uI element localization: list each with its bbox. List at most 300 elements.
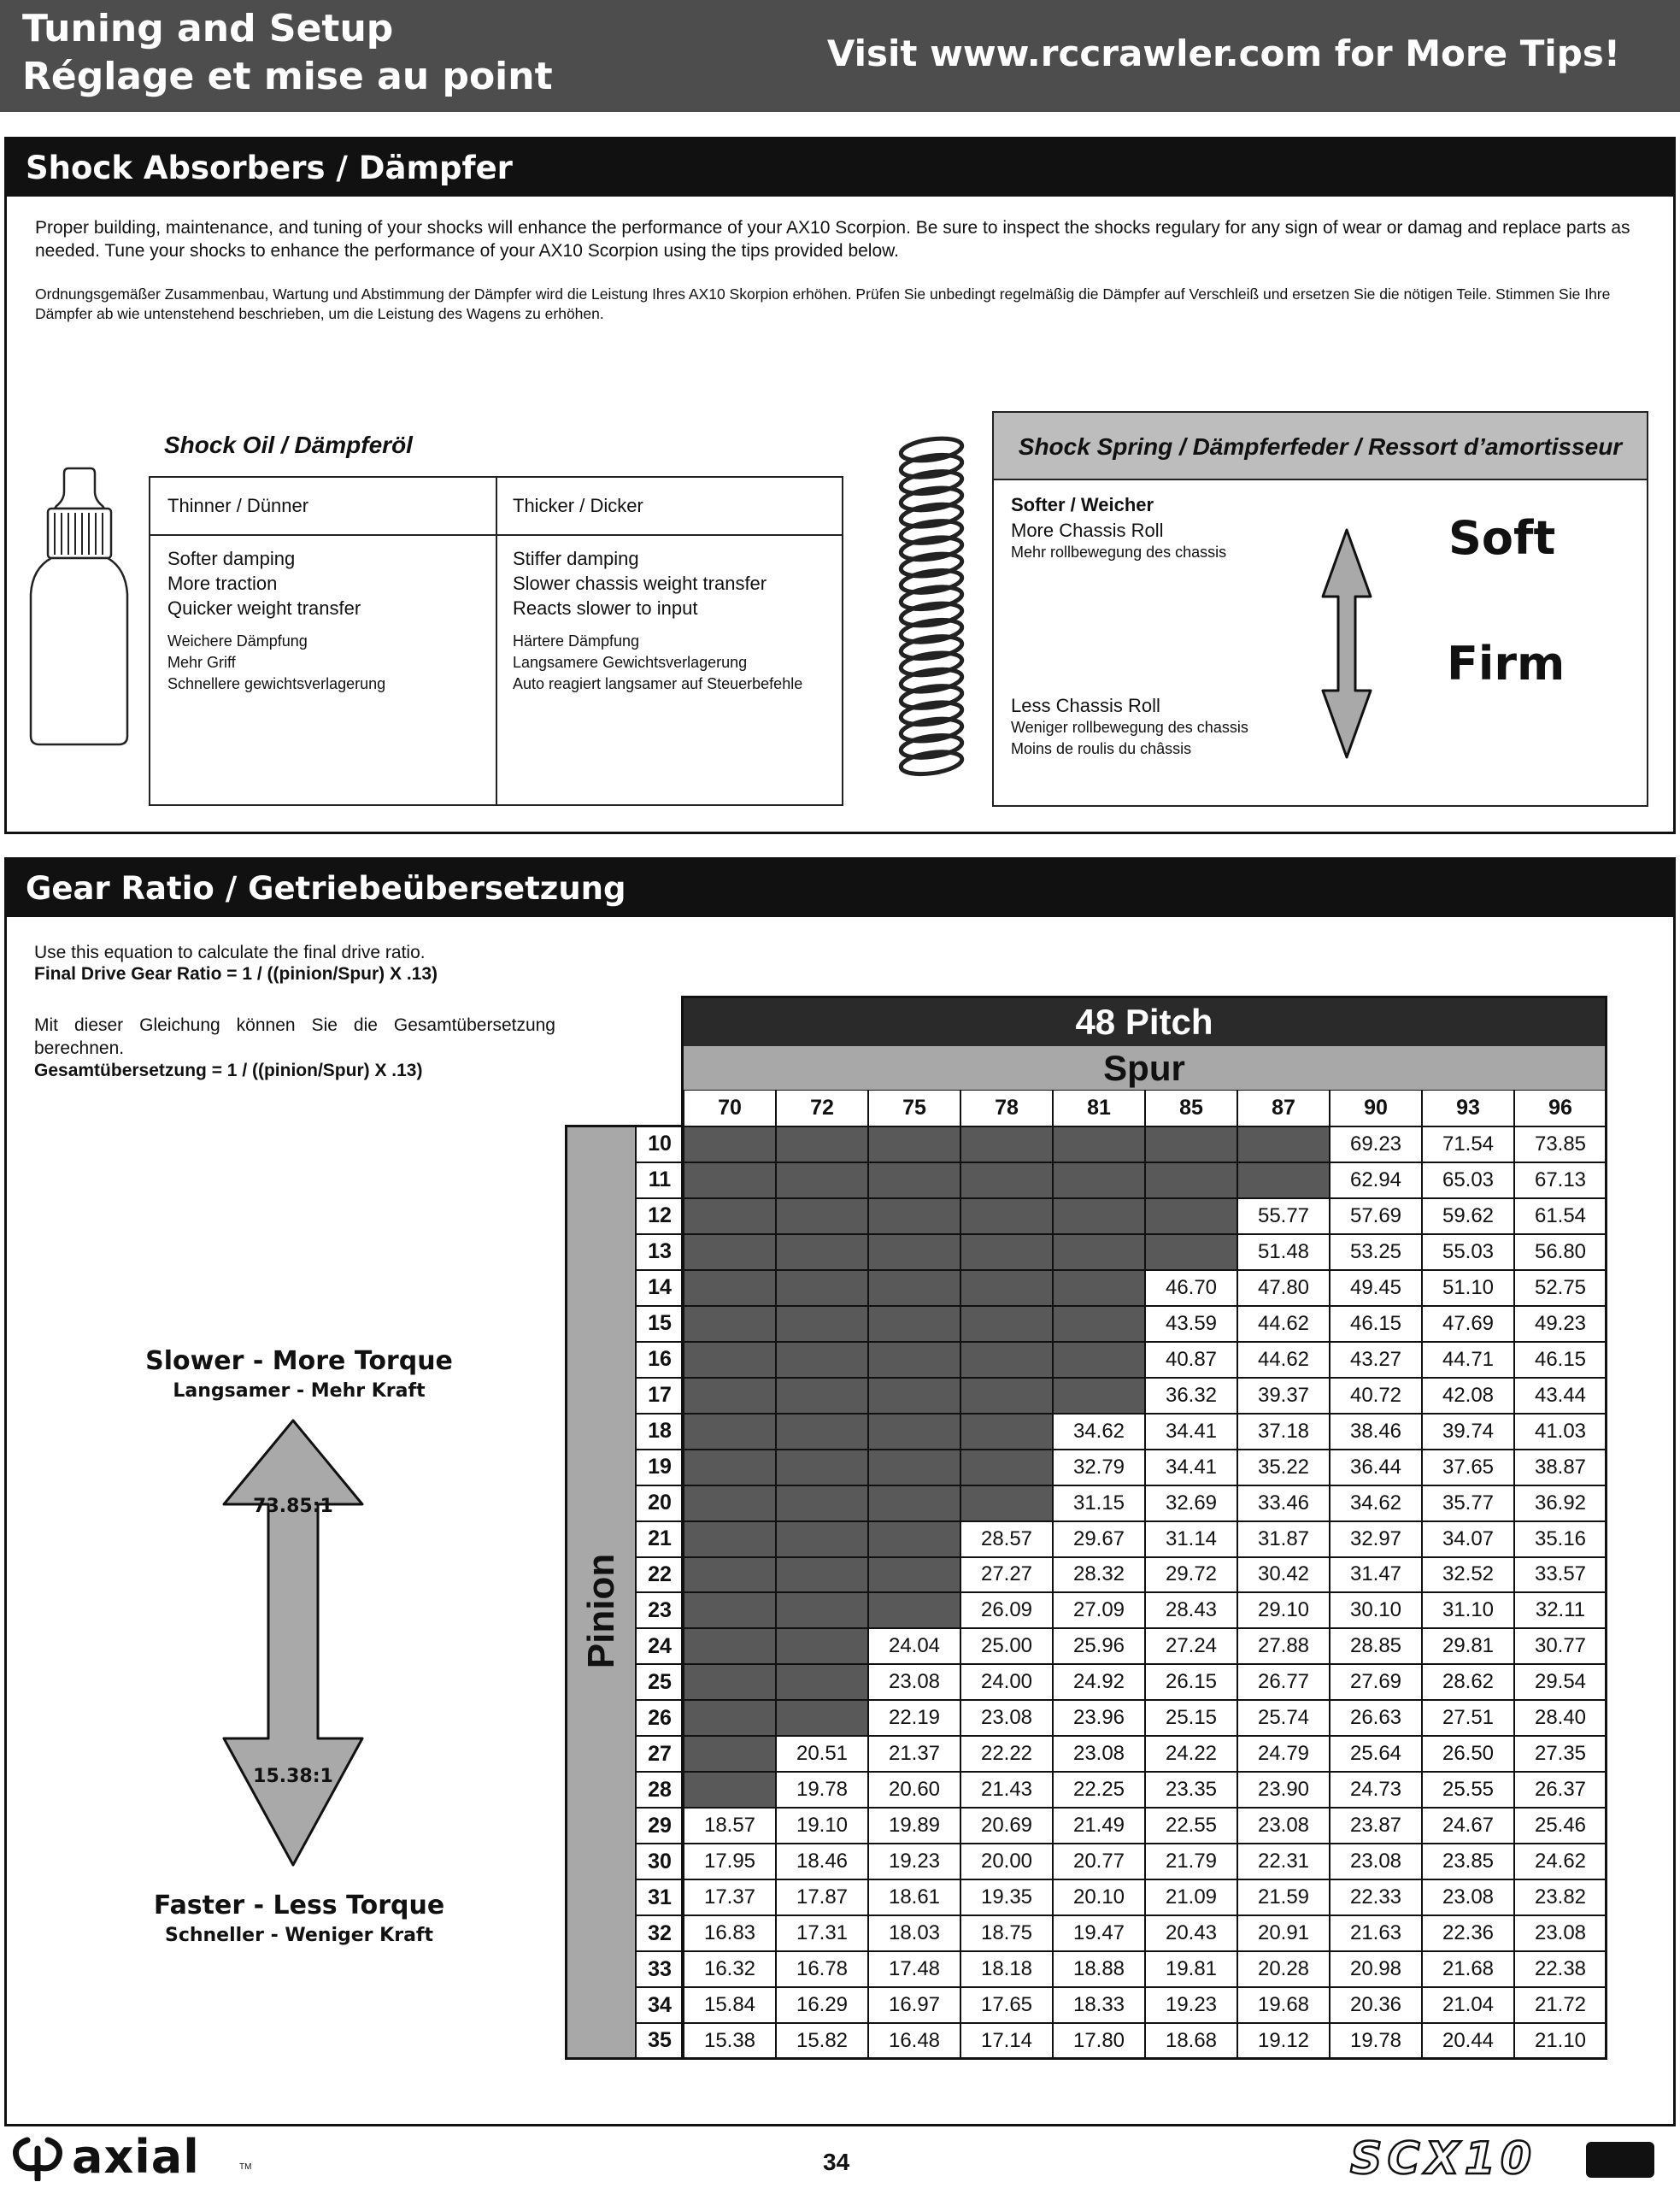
axial-tm: TM bbox=[239, 2162, 252, 2172]
ratio-cell: 25.15 bbox=[1145, 1700, 1237, 1736]
oil-thicker-head: Thicker / Dicker bbox=[513, 495, 643, 516]
blank-cell bbox=[1053, 1270, 1145, 1306]
pinion-cell: 31 bbox=[636, 1879, 684, 1915]
ratio-cell: 40.72 bbox=[1330, 1378, 1422, 1414]
ratio-cell: 22.31 bbox=[1237, 1844, 1330, 1879]
ratio-cell: 19.81 bbox=[1145, 1951, 1237, 1987]
ratio-cell: 69.23 bbox=[1330, 1126, 1422, 1162]
blank-cell bbox=[684, 1234, 776, 1270]
ratio-cell: 20.69 bbox=[960, 1808, 1053, 1844]
ratio-cell: 51.10 bbox=[1422, 1270, 1514, 1306]
spur-header-cell: 93 bbox=[1422, 1090, 1514, 1126]
blank-cell bbox=[868, 1414, 960, 1450]
pinion-cell: 33 bbox=[636, 1951, 684, 1987]
blank-cell bbox=[1053, 1378, 1145, 1414]
pinion-cell: 20 bbox=[636, 1485, 684, 1521]
ratio-cell: 21.37 bbox=[868, 1736, 960, 1772]
ratio-cell: 18.61 bbox=[868, 1879, 960, 1915]
ratio-cell: 36.44 bbox=[1330, 1450, 1422, 1485]
ratio-cell: 25.96 bbox=[1053, 1628, 1145, 1664]
blank-cell bbox=[960, 1198, 1053, 1234]
blank-cell bbox=[960, 1378, 1053, 1414]
blank-cell bbox=[868, 1342, 960, 1378]
blank-cell bbox=[960, 1414, 1053, 1450]
ratio-cell: 41.03 bbox=[1514, 1414, 1607, 1450]
ratio-cell: 23.08 bbox=[1053, 1736, 1145, 1772]
ratio-cell: 17.80 bbox=[1053, 2023, 1145, 2059]
gear-intro-en: Use this equation to calculate the final drive ratio. bbox=[34, 943, 426, 962]
blank-cell bbox=[776, 1664, 868, 1700]
ratio-cell: 18.68 bbox=[1145, 2023, 1237, 2059]
pinion-cell: 11 bbox=[636, 1162, 684, 1198]
pinion-cell: 35 bbox=[636, 2023, 684, 2059]
ratio-cell: 20.00 bbox=[960, 1844, 1053, 1879]
blank-cell bbox=[776, 1378, 868, 1414]
ratio-cell: 21.79 bbox=[1145, 1844, 1237, 1879]
ratio-cell: 19.47 bbox=[1053, 1915, 1145, 1951]
table-pinion-label: Pinion bbox=[580, 1553, 622, 1669]
blank-cell bbox=[776, 1306, 868, 1342]
slower-torque-label-de: Langsamer - Mehr Kraft bbox=[173, 1380, 426, 1402]
blank-cell bbox=[960, 1306, 1053, 1342]
ratio-cell: 27.09 bbox=[1053, 1592, 1145, 1628]
ratio-cell: 29.54 bbox=[1514, 1664, 1607, 1700]
ratio-cell: 44.71 bbox=[1422, 1342, 1514, 1378]
ratio-cell: 17.95 bbox=[684, 1844, 776, 1879]
ratio-cell: 27.88 bbox=[1237, 1628, 1330, 1664]
ratio-cell: 27.51 bbox=[1422, 1700, 1514, 1736]
oil-thinner-line: Quicker weight transfer bbox=[167, 597, 361, 619]
spur-header-cell: 90 bbox=[1330, 1090, 1422, 1126]
ratio-cell: 49.23 bbox=[1514, 1306, 1607, 1342]
ratio-cell: 32.79 bbox=[1053, 1450, 1145, 1485]
ratio-cell: 31.47 bbox=[1330, 1557, 1422, 1593]
ratio-cell: 23.08 bbox=[1514, 1915, 1607, 1951]
ratio-cell: 27.27 bbox=[960, 1557, 1053, 1593]
blank-cell bbox=[1145, 1198, 1237, 1234]
blank-cell bbox=[684, 1198, 776, 1234]
ratio-cell: 29.81 bbox=[1422, 1628, 1514, 1664]
ratio-cell: 16.83 bbox=[684, 1915, 776, 1951]
ratio-cell: 38.46 bbox=[1330, 1414, 1422, 1450]
pinion-cell: 21 bbox=[636, 1521, 684, 1557]
ratio-cell: 20.60 bbox=[868, 1772, 960, 1808]
spur-header-cell: 75 bbox=[868, 1090, 960, 1126]
ratio-cell: 18.03 bbox=[868, 1915, 960, 1951]
ratio-cell: 21.10 bbox=[1514, 2023, 1607, 2059]
blank-cell bbox=[868, 1378, 960, 1414]
blank-cell bbox=[684, 1306, 776, 1342]
spur-header-cell: 87 bbox=[1237, 1090, 1330, 1126]
blank-cell bbox=[868, 1485, 960, 1521]
blank-cell bbox=[960, 1485, 1053, 1521]
ratio-cell: 20.36 bbox=[1330, 1987, 1422, 2023]
oil-thicker-line: Reacts slower to input bbox=[513, 597, 698, 619]
spur-header-cell: 70 bbox=[684, 1090, 776, 1126]
ratio-max-label: 73.85:1 bbox=[253, 1496, 333, 1517]
spring-soft-word: Soft bbox=[1448, 511, 1556, 565]
ratio-cell: 22.33 bbox=[1330, 1879, 1422, 1915]
ratio-cell: 30.77 bbox=[1514, 1628, 1607, 1664]
blank-cell bbox=[868, 1592, 960, 1628]
pinion-cell: 29 bbox=[636, 1808, 684, 1844]
ratio-cell: 23.08 bbox=[868, 1664, 960, 1700]
ratio-cell: 22.38 bbox=[1514, 1951, 1607, 1987]
blank-cell bbox=[868, 1234, 960, 1270]
spring-softer-label: Softer / Weicher bbox=[1011, 494, 1154, 515]
ratio-cell: 37.18 bbox=[1237, 1414, 1330, 1450]
ratio-cell: 17.87 bbox=[776, 1879, 868, 1915]
ratio-cell: 18.33 bbox=[1053, 1987, 1145, 2023]
ratio-cell: 21.09 bbox=[1145, 1879, 1237, 1915]
shock-intro-en: Proper building, maintenance, and tuning of your shocks will enhance the performance of your AX10 Scorpion. Be sure to inspect the shocks regulary for any sign of wear or damag and replace parts as needed. Tune your shocks to enhance the performance of your AX10 Scorpion using the tips provided below. bbox=[35, 218, 1630, 261]
header-tip-link[interactable]: Visit www.rccrawler.com for More Tips! bbox=[826, 32, 1620, 74]
ratio-cell: 28.43 bbox=[1145, 1592, 1237, 1628]
blank-cell bbox=[868, 1450, 960, 1485]
blank-cell bbox=[868, 1521, 960, 1557]
ratio-cell: 34.62 bbox=[1330, 1485, 1422, 1521]
ratio-cell: 30.42 bbox=[1237, 1557, 1330, 1593]
pinion-cell: 26 bbox=[636, 1700, 684, 1736]
ratio-cell: 17.37 bbox=[684, 1879, 776, 1915]
pinion-sidebar bbox=[567, 1126, 636, 2059]
ratio-min-label: 15.38:1 bbox=[253, 1766, 333, 1787]
ratio-cell: 28.85 bbox=[1330, 1628, 1422, 1664]
ratio-cell: 24.04 bbox=[868, 1628, 960, 1664]
shock-oil-title: Shock Oil / Dämpferöl bbox=[164, 432, 413, 458]
ratio-cell: 26.77 bbox=[1237, 1664, 1330, 1700]
ratio-cell: 30.10 bbox=[1330, 1592, 1422, 1628]
table-spur-label: Spur bbox=[684, 1046, 1605, 1090]
ratio-cell: 15.82 bbox=[776, 2023, 868, 2059]
blank-cell bbox=[1237, 1162, 1330, 1198]
blank-cell bbox=[684, 1736, 776, 1772]
blank-cell bbox=[868, 1126, 960, 1162]
ratio-cell: 19.23 bbox=[868, 1844, 960, 1879]
ratio-cell: 37.65 bbox=[1422, 1450, 1514, 1485]
blank-cell bbox=[684, 1628, 776, 1664]
ratio-cell: 65.03 bbox=[1422, 1162, 1514, 1198]
blank-cell bbox=[776, 1700, 868, 1736]
ratio-cell: 19.23 bbox=[1145, 1987, 1237, 2023]
ratio-cell: 21.49 bbox=[1053, 1808, 1145, 1844]
blank-cell bbox=[776, 1485, 868, 1521]
ratio-cell: 23.96 bbox=[1053, 1700, 1145, 1736]
ratio-cell: 43.27 bbox=[1330, 1342, 1422, 1378]
ratio-cell: 67.13 bbox=[1514, 1162, 1607, 1198]
ratio-cell: 20.51 bbox=[776, 1736, 868, 1772]
ratio-cell: 16.78 bbox=[776, 1951, 868, 1987]
blank-cell bbox=[684, 1162, 776, 1198]
ratio-cell: 19.12 bbox=[1237, 2023, 1330, 2059]
spur-header-cell: 96 bbox=[1514, 1090, 1607, 1126]
spring-more-roll-de: Mehr rollbewegung des chassis bbox=[1011, 544, 1227, 561]
blank-cell bbox=[1053, 1162, 1145, 1198]
pinion-cell: 32 bbox=[636, 1915, 684, 1951]
ratio-cell: 15.84 bbox=[684, 1987, 776, 2023]
ratio-cell: 18.75 bbox=[960, 1915, 1053, 1951]
ratio-cell: 20.44 bbox=[1422, 2023, 1514, 2059]
blank-cell bbox=[684, 1270, 776, 1306]
ratio-cell: 29.67 bbox=[1053, 1521, 1145, 1557]
ratio-cell: 19.10 bbox=[776, 1808, 868, 1844]
ratio-cell: 35.22 bbox=[1237, 1450, 1330, 1485]
blank-cell bbox=[868, 1198, 960, 1234]
ratio-cell: 26.50 bbox=[1422, 1736, 1514, 1772]
blank-cell bbox=[960, 1270, 1053, 1306]
blank-cell bbox=[960, 1234, 1053, 1270]
table-title: 48 Pitch bbox=[682, 997, 1607, 1046]
ratio-cell: 24.67 bbox=[1422, 1808, 1514, 1844]
oil-thinner-sub: Weichere Dämpfung bbox=[167, 632, 308, 650]
ratio-cell: 26.63 bbox=[1330, 1700, 1422, 1736]
ratio-cell: 34.41 bbox=[1145, 1414, 1237, 1450]
scx10-logo-text: SCX10 bbox=[1350, 2133, 1537, 2185]
blank-cell bbox=[868, 1270, 960, 1306]
scx10-logo bbox=[1350, 2133, 1658, 2185]
ratio-cell: 28.62 bbox=[1422, 1664, 1514, 1700]
ratio-cell: 17.65 bbox=[960, 1987, 1053, 2023]
ratio-cell: 27.35 bbox=[1514, 1736, 1607, 1772]
oil-thinner-line: More traction bbox=[167, 573, 278, 594]
ratio-cell: 27.69 bbox=[1330, 1664, 1422, 1700]
ratio-cell: 56.80 bbox=[1514, 1234, 1607, 1270]
blank-cell bbox=[776, 1592, 868, 1628]
ratio-cell: 57.69 bbox=[1330, 1198, 1422, 1234]
ratio-cell: 28.32 bbox=[1053, 1557, 1145, 1593]
ratio-cell: 18.57 bbox=[684, 1808, 776, 1844]
ratio-cell: 33.57 bbox=[1514, 1557, 1607, 1593]
ratio-cell: 29.10 bbox=[1237, 1592, 1330, 1628]
pinion-cell: 24 bbox=[636, 1628, 684, 1664]
gear-formula-en: Final Drive Gear Ratio = 1 / ((pinion/Spur) X .13) bbox=[34, 964, 438, 984]
blank-cell bbox=[684, 1342, 776, 1378]
ratio-cell: 20.10 bbox=[1053, 1879, 1145, 1915]
ratio-cell: 42.08 bbox=[1422, 1378, 1514, 1414]
blank-cell bbox=[1145, 1162, 1237, 1198]
ratio-cell: 16.97 bbox=[868, 1987, 960, 2023]
pinion-cell: 14 bbox=[636, 1270, 684, 1306]
blank-cell bbox=[684, 1592, 776, 1628]
blank-cell bbox=[776, 1198, 868, 1234]
pinion-cell: 19 bbox=[636, 1450, 684, 1485]
ratio-cell: 26.37 bbox=[1514, 1772, 1607, 1808]
oil-thinner-sub: Schnellere gewichtsverlagerung bbox=[167, 675, 386, 692]
gear-section-title: Gear Ratio / Getriebeübersetzung bbox=[7, 860, 1673, 917]
ratio-cell: 27.24 bbox=[1145, 1628, 1237, 1664]
ratio-cell: 61.54 bbox=[1514, 1198, 1607, 1234]
ratio-cell: 51.48 bbox=[1237, 1234, 1330, 1270]
ratio-cell: 25.55 bbox=[1422, 1772, 1514, 1808]
ratio-cell: 49.45 bbox=[1330, 1270, 1422, 1306]
ratio-cell: 20.91 bbox=[1237, 1915, 1330, 1951]
blank-cell bbox=[776, 1521, 868, 1557]
ratio-cell: 25.74 bbox=[1237, 1700, 1330, 1736]
blank-cell bbox=[960, 1126, 1053, 1162]
oil-thicker-line: Slower chassis weight transfer bbox=[513, 573, 767, 594]
pinion-cell: 25 bbox=[636, 1664, 684, 1700]
blank-cell bbox=[684, 1485, 776, 1521]
spring-less-roll-de: Weniger rollbewegung des chassis bbox=[1011, 719, 1248, 736]
ratio-cell: 52.75 bbox=[1514, 1270, 1607, 1306]
blank-cell bbox=[776, 1342, 868, 1378]
ratio-cell: 34.62 bbox=[1053, 1414, 1145, 1450]
page-footer bbox=[0, 2126, 1680, 2188]
ratio-cell: 24.73 bbox=[1330, 1772, 1422, 1808]
ratio-cell: 39.37 bbox=[1237, 1378, 1330, 1414]
ratio-cell: 53.25 bbox=[1330, 1234, 1422, 1270]
shock-section-title: Shock Absorbers / Dämpfer bbox=[7, 139, 1673, 197]
ratio-cell: 34.41 bbox=[1145, 1450, 1237, 1485]
spur-header-cell: 85 bbox=[1145, 1090, 1237, 1126]
blank-cell bbox=[1053, 1234, 1145, 1270]
oil-thicker-sub: Härtere Dämpfung bbox=[513, 632, 640, 650]
ratio-cell: 25.00 bbox=[960, 1628, 1053, 1664]
spring-less-roll-fr: Moins de roulis du châssis bbox=[1011, 740, 1192, 757]
ratio-cell: 17.14 bbox=[960, 2023, 1053, 2059]
blank-cell bbox=[1053, 1342, 1145, 1378]
blank-cell bbox=[684, 1521, 776, 1557]
ratio-cell: 24.92 bbox=[1053, 1664, 1145, 1700]
ratio-cell: 21.68 bbox=[1422, 1951, 1514, 1987]
ratio-cell: 23.82 bbox=[1514, 1879, 1607, 1915]
ratio-cell: 59.62 bbox=[1422, 1198, 1514, 1234]
ratio-cell: 21.43 bbox=[960, 1772, 1053, 1808]
ratio-cell: 33.46 bbox=[1237, 1485, 1330, 1521]
blank-cell bbox=[868, 1162, 960, 1198]
ratio-cell: 23.08 bbox=[1330, 1844, 1422, 1879]
blank-cell bbox=[1053, 1306, 1145, 1342]
ratio-cell: 23.08 bbox=[1237, 1808, 1330, 1844]
ratio-cell: 23.87 bbox=[1330, 1808, 1422, 1844]
pinion-cell: 22 bbox=[636, 1557, 684, 1593]
ratio-cell: 22.55 bbox=[1145, 1808, 1237, 1844]
ratio-cell: 31.14 bbox=[1145, 1521, 1237, 1557]
ratio-cell: 29.72 bbox=[1145, 1557, 1237, 1593]
blank-cell bbox=[1053, 1198, 1145, 1234]
spring-less-roll: Less Chassis Roll bbox=[1011, 695, 1160, 716]
ratio-cell: 21.72 bbox=[1514, 1987, 1607, 2023]
blank-cell bbox=[684, 1700, 776, 1736]
blank-cell bbox=[684, 1557, 776, 1593]
ratio-cell: 21.04 bbox=[1422, 1987, 1514, 2023]
ratio-cell: 46.70 bbox=[1145, 1270, 1237, 1306]
ratio-cell: 19.68 bbox=[1237, 1987, 1330, 2023]
blank-cell bbox=[684, 1450, 776, 1485]
ratio-cell: 32.11 bbox=[1514, 1592, 1607, 1628]
ratio-cell: 73.85 bbox=[1514, 1126, 1607, 1162]
shock-spring-title: Shock Spring / Dämpferfeder / Ressort d’amortisseur bbox=[994, 413, 1647, 480]
shock-intro-de: Ordnungsgemäßer Zusammenbau, Wartung und Abstimmung der Dämpfer wird die Leistung Ihres AX10 Skorpion erhöhen. Prüfen Sie unbedingt regelmäßig die Dämpfer auf Verschleiß und ersetzen Sie die nötigen Teile. Stimmen Sie Ihre Dämpfer ab wie untenstehend beschrieben, um die Leistung des Wagens zu erhöhen. bbox=[35, 285, 1611, 322]
ratio-cell: 55.03 bbox=[1422, 1234, 1514, 1270]
gear-intro-de: Mit dieser Gleichung können Sie die Gesamtübersetzung berechnen. bbox=[34, 1015, 555, 1058]
ratio-cell: 23.85 bbox=[1422, 1844, 1514, 1879]
blank-cell bbox=[684, 1126, 776, 1162]
ratio-cell: 24.00 bbox=[960, 1664, 1053, 1700]
blank-cell bbox=[684, 1378, 776, 1414]
ratio-cell: 20.77 bbox=[1053, 1844, 1145, 1879]
ratio-cell: 16.48 bbox=[868, 2023, 960, 2059]
ratio-cell: 19.89 bbox=[868, 1808, 960, 1844]
ratio-cell: 17.48 bbox=[868, 1951, 960, 1987]
oil-thicker-sub: Auto reagiert langsamer auf Steuerbefehle bbox=[513, 675, 803, 692]
pinion-cell: 16 bbox=[636, 1342, 684, 1378]
ratio-cell: 35.16 bbox=[1514, 1521, 1607, 1557]
blank-cell bbox=[776, 1628, 868, 1664]
ratio-cell: 20.28 bbox=[1237, 1951, 1330, 1987]
oil-thicker-line: Stiffer damping bbox=[513, 548, 639, 569]
ratio-cell: 36.92 bbox=[1514, 1485, 1607, 1521]
ratio-cell: 21.63 bbox=[1330, 1915, 1422, 1951]
ratio-cell: 44.62 bbox=[1237, 1306, 1330, 1342]
ratio-cell: 22.36 bbox=[1422, 1915, 1514, 1951]
ratio-cell: 31.87 bbox=[1237, 1521, 1330, 1557]
pinion-cell: 13 bbox=[636, 1234, 684, 1270]
blank-cell bbox=[684, 1664, 776, 1700]
blank-cell bbox=[1145, 1234, 1237, 1270]
blank-cell bbox=[868, 1306, 960, 1342]
blank-cell bbox=[960, 1450, 1053, 1485]
ratio-cell: 24.22 bbox=[1145, 1736, 1237, 1772]
header-title-fr: Réglage et mise au point bbox=[22, 55, 553, 98]
ratio-cell: 31.10 bbox=[1422, 1592, 1514, 1628]
page-number: 34 bbox=[823, 2149, 850, 2175]
header-title-en: Tuning and Setup bbox=[22, 7, 394, 50]
blank-cell bbox=[776, 1126, 868, 1162]
ratio-cell: 19.78 bbox=[1330, 2023, 1422, 2059]
ratio-cell: 39.74 bbox=[1422, 1414, 1514, 1450]
ratio-cell: 47.69 bbox=[1422, 1306, 1514, 1342]
gear-formula-de: Gesamtübersetzung = 1 / ((pinion/Spur) X .13) bbox=[34, 1061, 423, 1080]
ratio-cell: 18.18 bbox=[960, 1951, 1053, 1987]
ratio-cell: 43.44 bbox=[1514, 1378, 1607, 1414]
ratio-cell: 55.77 bbox=[1237, 1198, 1330, 1234]
blank-cell bbox=[684, 1414, 776, 1450]
ratio-cell: 28.57 bbox=[960, 1521, 1053, 1557]
axial-logo-icon bbox=[10, 2137, 65, 2181]
ratio-cell: 26.09 bbox=[960, 1592, 1053, 1628]
spring-more-roll: More Chassis Roll bbox=[1011, 520, 1164, 541]
ratio-cell: 46.15 bbox=[1330, 1306, 1422, 1342]
ratio-cell: 35.77 bbox=[1422, 1485, 1514, 1521]
ratio-cell: 19.35 bbox=[960, 1879, 1053, 1915]
axial-logo-text: axial bbox=[72, 2130, 200, 2184]
oil-thinner-line: Softer damping bbox=[167, 548, 296, 569]
ratio-cell: 22.22 bbox=[960, 1736, 1053, 1772]
ratio-cell: 43.59 bbox=[1145, 1306, 1237, 1342]
pinion-cell: 10 bbox=[636, 1126, 684, 1162]
ratio-cell: 23.08 bbox=[1422, 1879, 1514, 1915]
ratio-cell: 23.90 bbox=[1237, 1772, 1330, 1808]
blank-cell bbox=[868, 1557, 960, 1593]
pinion-cell: 12 bbox=[636, 1198, 684, 1234]
ratio-cell: 22.19 bbox=[868, 1700, 960, 1736]
ratio-cell: 46.15 bbox=[1514, 1342, 1607, 1378]
slower-torque-label: Slower - More Torque bbox=[145, 1346, 453, 1376]
blank-cell bbox=[776, 1162, 868, 1198]
pinion-cell: 27 bbox=[636, 1736, 684, 1772]
ratio-cell: 28.40 bbox=[1514, 1700, 1607, 1736]
ratio-cell: 21.59 bbox=[1237, 1879, 1330, 1915]
ratio-cell: 32.97 bbox=[1330, 1521, 1422, 1557]
ratio-cell: 23.35 bbox=[1145, 1772, 1237, 1808]
ratio-cell: 44.62 bbox=[1237, 1342, 1330, 1378]
blank-cell bbox=[684, 1772, 776, 1808]
ratio-cell: 20.98 bbox=[1330, 1951, 1422, 1987]
blank-cell bbox=[960, 1162, 1053, 1198]
pinion-cell: 34 bbox=[636, 1987, 684, 2023]
ratio-cell: 26.15 bbox=[1145, 1664, 1237, 1700]
